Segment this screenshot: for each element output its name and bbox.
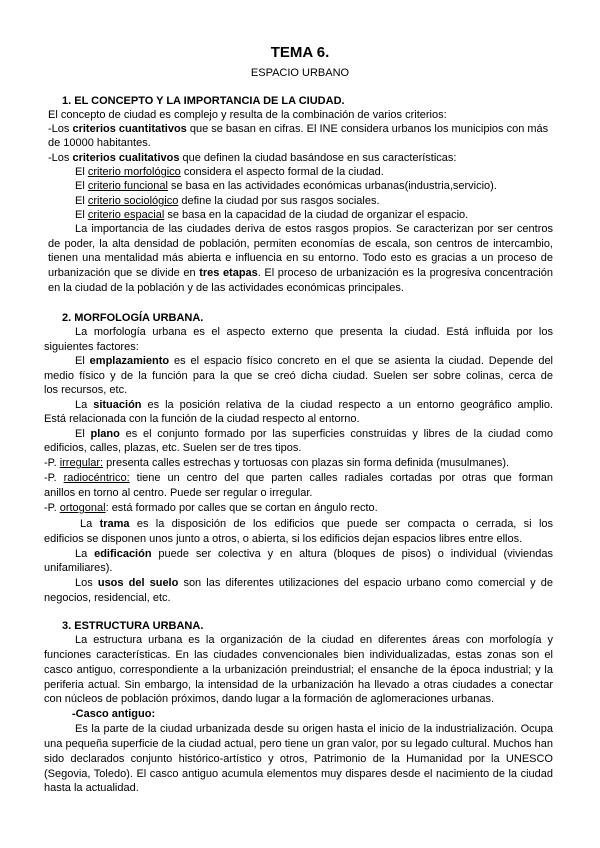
term-criterio-espacial: criterio espacial (87, 209, 165, 221)
paragraph-line: El criterio espacial se basa en la capacidad de la ciudad de organizar el espacio. (75, 209, 469, 221)
document-subtitle: ESPACIO URBANO (250, 67, 350, 79)
paragraph-line: tienen una mentalidad más abierta e influencia en su entorno. Todo esto es gracias a un proceso de (48, 252, 553, 264)
paragraph-line: una pequeña superficie de la ciudad actual, pero tiene un gran valor, por su legado cultural. Muchos han (44, 738, 553, 750)
paragraph-line: El criterio funcional se basa en las actividades económicas urbanas(industria,servicio). (75, 180, 497, 192)
paragraph-line: con núcleos de población próximos, dando lugar a la formación de aglomeraciones urbanas. (44, 693, 495, 705)
paragraph-line: urbanización que se divide en tres etapas. El proceso de urbanización es la progresiva concentración (48, 267, 553, 279)
paragraph-line: hasta la actualidad. (44, 782, 139, 794)
paragraph-line: -P. irregular: presenta calles estrechas y tortuosas con plazas sin forma definida (musulmanes). (44, 457, 510, 469)
paragraph-line: (Segovia, Toledo). El casco antiguo acumula elementos muy dispares desde el nacimiento de la ciudad (44, 768, 553, 780)
paragraph-line: La morfología urbana es el aspecto externo que presenta la ciudad. Está influida por los (75, 326, 553, 338)
term-plano: plano (90, 428, 120, 440)
paragraph-line: -P. ortogonal: está formado por calles que se cortan en ángulo recto. (44, 502, 378, 514)
paragraph-line: El plano es el conjunto formado por las superficies construidas y libres de la ciudad como (75, 428, 554, 440)
paragraph-line: -Los criterios cualitativos que definen la ciudad basándose en sus características: (48, 152, 457, 164)
term-trama: trama (99, 518, 130, 530)
term-criterio-morfologico: criterio morfológico (87, 166, 181, 178)
paragraph-line: El criterio morfológico considera el aspecto formal de la ciudad. (75, 166, 384, 178)
paragraph-line: casco antiguo, correspondiente a la urbanización preindustrial; el ensanche de la época industrial; y la (44, 664, 553, 676)
term-criterio-sociologico: criterio sociológico (87, 195, 179, 207)
section-3-heading: 3. ESTRUCTURA URBANA. (62, 620, 204, 632)
paragraph-line: La trama es la disposición de los edificios que puede ser compacta o cerrada, si los (80, 518, 554, 530)
paragraph-line: anillos en torno al centro. Puede ser regular o irregular. (44, 487, 313, 499)
term-tres-etapas: tres etapas (199, 267, 258, 279)
section-1-heading: 1. EL CONCEPTO Y LA IMPORTANCIA DE LA CIUDAD. (62, 95, 345, 107)
paragraph-line: El emplazamiento es el espacio físico concreto en el que se asienta la ciudad. Depende del (75, 355, 554, 367)
document-title: TEMA 6. (270, 44, 330, 61)
paragraph-line: unifamiliares). (44, 562, 113, 574)
paragraph-line: El criterio sociológico define la ciudad por sus rasgos sociales. (75, 195, 380, 207)
paragraph-line: La situación es la posición relativa de la ciudad respecto a un entorno geográfico amplio. (75, 399, 554, 411)
paragraph-line: Los usos del suelo son las diferentes utilizaciones del espacio urbano como comercial y de (75, 577, 553, 589)
term-emplazamiento: emplazamiento (89, 355, 170, 367)
paragraph-line: de 10000 habitantes. (48, 137, 151, 149)
paragraph-line: en la ciudad de la población y de las actividades económicas principales. (48, 282, 404, 294)
subsection-casco-antiguo: -Casco antiguo: (72, 708, 156, 720)
paragraph-line: -P. radiocéntrico: tiene un centro del que parten calles radiales cortadas por otras que forman (44, 472, 554, 484)
paragraph-line: El concepto de ciudad es complejo y resulta de la combinación de varios criterios: (48, 109, 447, 121)
paragraph-line: edificios, calles, plazas, etc. Suelen ser de tres tipos. (44, 442, 302, 454)
paragraph-line: La importancia de las ciudades deriva de estos rasgos propios. Se caracterizan por ser centros (75, 223, 553, 235)
term-irregular: irregular: (59, 457, 104, 469)
paragraph-line: siguientes factores: (44, 341, 139, 353)
paragraph-line: edificios se disponen unos junto a otros, o abierta, si los edificios dejan espacios libres entre ellos. (44, 533, 523, 545)
paragraph-line: sido declarados conjunto histórico-artístico y otros, Patrimonio de la Humanidad por la UNESCO (44, 753, 553, 765)
term-edificacion: edificación (94, 548, 152, 560)
paragraph-line: La edificación puede ser colectiva y en altura (bloques de pisos) o individual (viviendas (75, 548, 553, 560)
paragraph-line: los recursos, etc. (44, 384, 128, 396)
term-criterio-funcional: criterio funcional (87, 180, 168, 192)
paragraph-line: medio físico y de la función para la que se creó dicha ciudad. Suelen ser sobre colinas, cerca de (44, 370, 553, 382)
term-radiocentrico: radiocéntrico: (63, 472, 130, 484)
paragraph-line: La estructura urbana es la organización de la ciudad en diferentes áreas con morfología y (75, 634, 553, 646)
term-criterios-cuantitativos: criterios cuantitativos (72, 123, 187, 135)
term-situacion: situación (93, 399, 142, 411)
paragraph-line: de poder, la alta densidad de población, permiten economías de escala, son centros de intercambio, (48, 238, 553, 250)
term-criterios-cualitativos: criterios cualitativos (72, 152, 180, 164)
paragraph-line: periferia actual. Sin embargo, la intensidad de la urbanización ha llevado a otras ciudades a conectar (44, 679, 553, 691)
paragraph-line: funciones características. En las ciudades convencionales bien individualizadas, estas zonas son el (44, 649, 553, 661)
paragraph-line: Está relacionada con la función de la ciudad respecto al entorno. (44, 413, 360, 425)
paragraph-line: -Los criterios cuantitativos que se basan en cifras. El INE considera urbanos los municipios con más (48, 123, 549, 135)
term-usos-del-suelo: usos del suelo (97, 577, 179, 589)
paragraph-line: Es la parte de la ciudad urbanizada desde su origen hasta el inicio de la industrialización. Ocupa (75, 723, 553, 735)
section-2-heading: 2. MORFOLOGÍA URBANA. (62, 312, 204, 324)
term-ortogonal: ortogonal (59, 502, 106, 514)
paragraph-line: negocios, residencial, etc. (44, 592, 171, 604)
